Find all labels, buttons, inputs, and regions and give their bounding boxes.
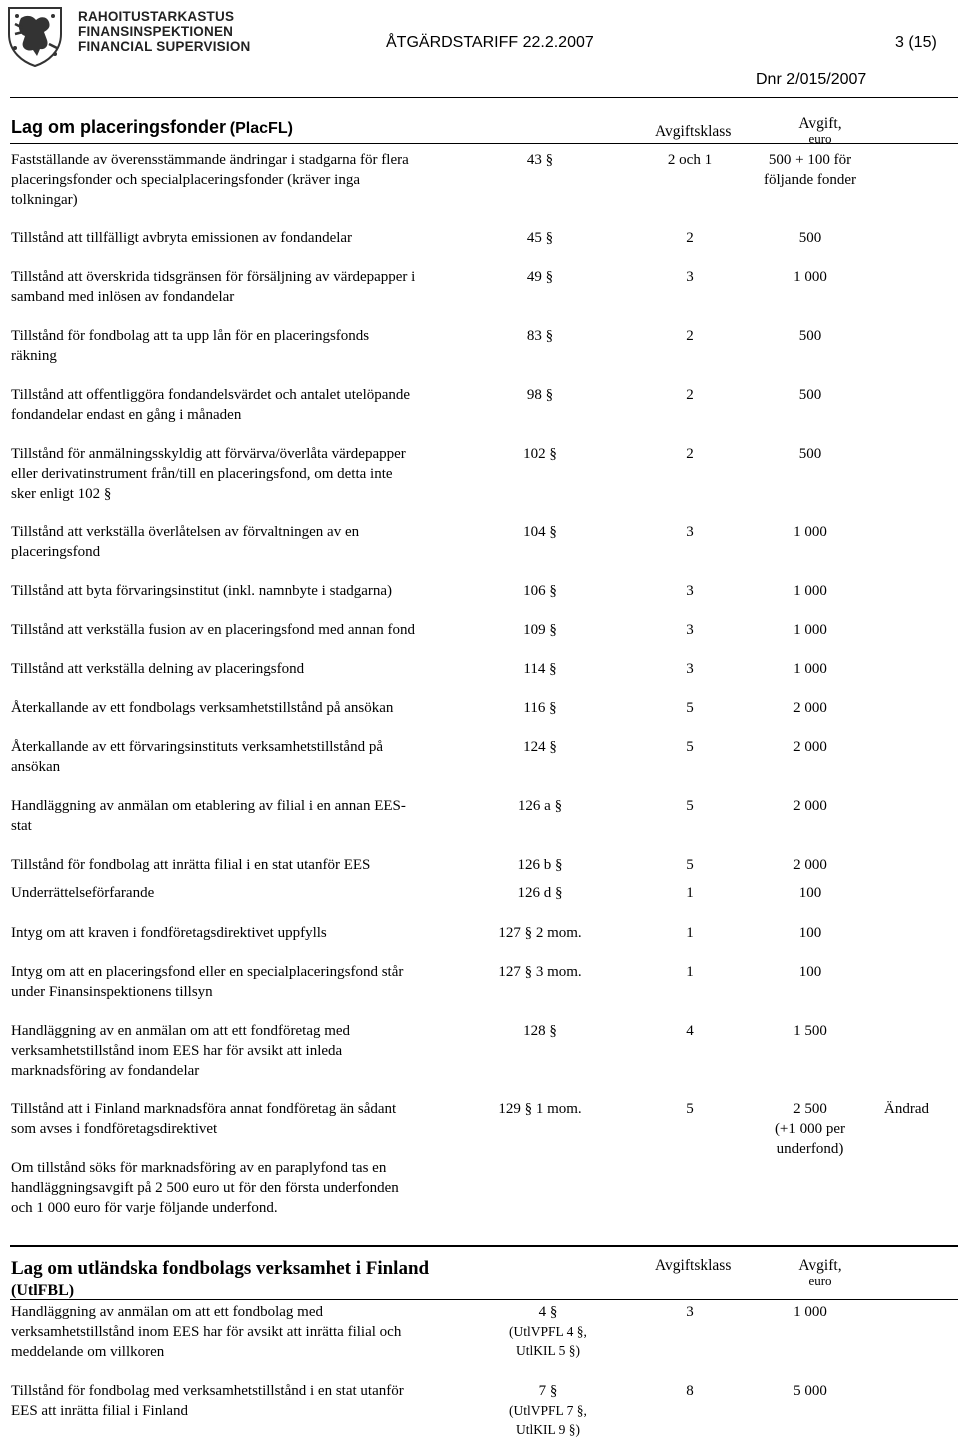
section1-title: Lag om placeringsfonder (11, 117, 227, 137)
ref-line: UtlKIL 9 §) (516, 1422, 580, 1437)
diary-number: Dnr 2/015/2007 (756, 71, 867, 88)
description-line: EES att inrätta filial i Finland (11, 1403, 189, 1419)
description-line: Handläggning av anmälan om etablering av filial i en annan EES- (11, 798, 406, 814)
fee-line: underfond) (776, 1141, 844, 1157)
row-section-ref: 98 § (526, 387, 554, 403)
description-line: Tillstånd för anmälningsskyldig att förvärva/överlåta värdepapper (11, 446, 406, 462)
logo-line-3: FINANCIAL SUPERVISION (78, 39, 251, 54)
section1-col-fee (760, 115, 880, 145)
note-line-3: och 1 000 euro för varje följande underfond. (11, 1200, 278, 1216)
table-row (0, 698, 960, 718)
row-description (11, 581, 491, 601)
row-fee-class: 3 (686, 524, 694, 540)
row-description (11, 385, 491, 425)
row-fee-class: 5 (686, 700, 694, 716)
section2-rule (10, 1299, 958, 1300)
section2-col-fee (760, 1257, 880, 1287)
note-line-2: handläggningsavgift på 2 500 euro ut för den första underfonden (11, 1180, 399, 1196)
description-line: under Finansinspektionens tillsyn (11, 984, 213, 1000)
row-description (11, 1021, 491, 1081)
section2-col-class: Avgiftsklass (655, 1257, 732, 1274)
section2-title: Lag om utländska fondbolags verksamhet i Finland (11, 1258, 430, 1279)
row-fee-class: 3 (686, 622, 694, 638)
row-description (11, 962, 491, 1002)
row-section-ref: 49 § (526, 269, 554, 285)
row-fee (745, 883, 875, 903)
fee-line: 2 000 (793, 700, 827, 716)
row-section-ref: 127 § 3 mom. (498, 964, 582, 980)
description-line: marknadsföring av fondandelar (11, 1063, 200, 1079)
col-fee-unit: euro (808, 1273, 832, 1288)
description-line: fondandelar endast en gång i månaden (11, 407, 242, 423)
table-row (0, 444, 960, 502)
row-section-ref: 116 § (523, 700, 557, 716)
table-row (0, 796, 960, 834)
fee-line: 100 (798, 964, 822, 980)
description-line: tolkningar) (11, 192, 78, 208)
fee-line: 500 (798, 446, 822, 462)
description-line: verksamhetstillstånd inom EES har för avsikt att inleda (11, 1043, 343, 1059)
row-section-ref: 45 § (526, 230, 554, 246)
row-fee-class: 4 (686, 1023, 694, 1039)
page-number: 3 (15) (895, 34, 937, 51)
row-section-ref: 102 § (523, 446, 557, 462)
table-row (0, 581, 960, 601)
fee-line: 500 (798, 328, 822, 344)
row-fee-class: 5 (686, 857, 694, 873)
description-line: Återkallande av ett fondbolags verksamhetstillstånd på ansökan (11, 700, 394, 716)
table-row (0, 923, 960, 943)
ref-line: 4 § (538, 1304, 558, 1320)
row-section-ref: 106 § (523, 583, 557, 599)
row-section-ref: 109 § (523, 622, 557, 638)
row-fee (745, 522, 875, 542)
description-line: Tillstånd för fondbolag att inrätta filial i en stat utanför EES (11, 857, 371, 873)
description-line: Tillstånd att verkställa delning av placeringsfond (11, 661, 305, 677)
row-section-ref: 126 d § (517, 885, 563, 901)
row-fee (745, 698, 875, 718)
row-description (11, 150, 491, 210)
row-fee-class: 1 (686, 925, 694, 941)
row-description (11, 1099, 491, 1139)
document-title: ÅTGÄRDSTARIFF 22.2.2007 (386, 34, 594, 51)
row-fee (745, 1021, 875, 1041)
fee-line: 500 (798, 230, 822, 246)
description-line: sker enligt 102 § (11, 486, 112, 502)
fee-line: 2 000 (793, 739, 827, 755)
row-note: Ändrad (884, 1101, 929, 1117)
table-row (0, 326, 960, 364)
ref-line: UtlKIL 5 §) (516, 1343, 580, 1358)
row-section-ref (478, 1381, 618, 1439)
row-fee: 5 000 (793, 1383, 827, 1399)
description-line: Tillstånd att överskrida tidsgränsen för försäljning av värdepapper i (11, 269, 416, 285)
table-row (0, 228, 960, 248)
description-line: Tillstånd att verkställa fusion av en placeringsfond med annan fond (11, 622, 415, 638)
row-fee-class: 8 (686, 1383, 694, 1399)
row-description (11, 326, 491, 366)
table-row (0, 620, 960, 640)
row-section-ref: 127 § 2 mom. (498, 925, 582, 941)
section2-abbr: (UtlFBL) (11, 1282, 75, 1299)
table-row (0, 385, 960, 423)
fee-line: 1 000 (793, 622, 827, 638)
row-fee-class: 3 (686, 1304, 694, 1320)
row-fee-class: 2 (686, 230, 694, 246)
fee-line: 1 500 (793, 1023, 827, 1039)
description-line: räkning (11, 348, 57, 364)
description-line: Underrättelseförfarande (11, 885, 155, 901)
table-row (0, 855, 960, 875)
description-line: Återkallande av ett förvaringsinstituts verksamhetstillstånd på (11, 739, 383, 755)
row-section-ref: 83 § (526, 328, 554, 344)
description-line: stat (11, 818, 32, 834)
row-fee-class: 5 (686, 798, 694, 814)
row-fee-class: 5 (686, 739, 694, 755)
table-row (0, 1381, 960, 1437)
col-fee-label: Avgift, (798, 115, 842, 132)
fee-line: 500 (798, 387, 822, 403)
row-fee: 1 000 (793, 1304, 827, 1320)
ref-line: (UtlVPFL 4 §, (509, 1324, 587, 1339)
row-description (11, 923, 491, 943)
description-line: Intyg om att en placeringsfond eller en specialplaceringsfond står (11, 964, 404, 980)
description-line: Handläggning av en anmälan om att ett fondföretag med (11, 1023, 351, 1039)
row-section-ref: 124 § (523, 739, 557, 755)
row-fee (745, 659, 875, 679)
row-section-ref: 128 § (523, 1023, 557, 1039)
section1-abbr: (PlacFL) (229, 120, 293, 137)
description-line: placeringsfond (11, 544, 101, 560)
row-description (11, 522, 491, 562)
row-section-ref: 104 § (523, 524, 557, 540)
row-fee-class: 2 (686, 328, 694, 344)
ref-line: 7 § (538, 1383, 558, 1399)
row-fee-class: 2 (686, 387, 694, 403)
row-fee (745, 444, 875, 464)
fee-line: 2 000 (793, 857, 827, 873)
section1-col-class: Avgiftsklass (655, 123, 732, 140)
table-row (0, 1021, 960, 1079)
description-line: Tillstånd att offentliggöra fondandelsvärdet och antalet utelöpande (11, 387, 411, 403)
description-line: meddelande om villkoren (11, 1344, 165, 1360)
table-row (0, 1099, 960, 1157)
fee-line: 500 + 100 för (768, 152, 852, 168)
row-description (11, 444, 491, 504)
row-fee (745, 620, 875, 640)
row-description (11, 620, 491, 640)
fee-line: följande fonder (763, 172, 857, 188)
note-line-1: Om tillstånd söks för marknadsföring av en paraplyfond tas en (11, 1160, 387, 1176)
row-description (11, 883, 491, 903)
table-row (0, 883, 960, 903)
row-fee (745, 855, 875, 875)
row-fee (745, 326, 875, 346)
description-line: eller derivatinstrument från/till en placeringsfond, om detta inte (11, 466, 393, 482)
row-section-ref: 114 § (523, 661, 557, 677)
section1-title-row (11, 117, 293, 138)
row-description (11, 228, 491, 248)
row-fee (745, 923, 875, 943)
row-fee (745, 385, 875, 405)
header-rule (10, 97, 958, 98)
row-description (11, 698, 491, 718)
fee-line: 2 500 (793, 1101, 827, 1117)
table-row (0, 737, 960, 775)
fee-line: 100 (798, 885, 822, 901)
row-fee (745, 1099, 875, 1159)
paraplyfond-note (11, 1158, 399, 1218)
description-line: ansökan (11, 759, 61, 775)
row-description (11, 1381, 491, 1421)
row-section-ref: 126 a § (517, 798, 563, 814)
table-row (0, 962, 960, 1000)
description-line: som avses i fondföretagsdirektivet (11, 1121, 218, 1137)
row-fee-class: 5 (686, 1101, 694, 1117)
row-fee-class: 3 (686, 269, 694, 285)
logo-text (78, 9, 250, 54)
row-fee (745, 150, 875, 190)
col-fee-unit: euro (808, 131, 832, 146)
description-line: Tillstånd för fondbolag med verksamhetstillstånd i en stat utanför (11, 1383, 404, 1399)
table-row (0, 522, 960, 560)
table-row (0, 150, 960, 208)
section1-rule (10, 143, 958, 144)
table-row (0, 267, 960, 305)
description-line: Tillstånd att i Finland marknadsföra annat fondföretag än sådant (11, 1101, 397, 1117)
description-line: placeringsfonder och specialplaceringsfonder (kräver inga (11, 172, 361, 188)
fee-line: 1 000 (793, 524, 827, 540)
col-fee-label: Avgift, (798, 1257, 842, 1274)
row-fee-class: 3 (686, 661, 694, 677)
logo-line-1: RAHOITUSTARKASTUS (78, 9, 235, 24)
description-line: Tillstånd för fondbolag att ta upp lån för en placeringsfonds (11, 328, 370, 344)
row-section-ref: 129 § 1 mom. (498, 1101, 582, 1117)
row-fee-class: 2 (686, 446, 694, 462)
description-line: Intyg om att kraven i fondföretagsdirektivet uppfylls (11, 925, 327, 941)
description-line: Tillstånd att tillfälligt avbryta emissionen av fondandelar (11, 230, 353, 246)
row-fee-class: 2 och 1 (667, 152, 713, 168)
row-description (11, 1302, 491, 1362)
ref-line: (UtlVPFL 7 §, (509, 1403, 587, 1418)
fee-line: (+1 000 per (774, 1121, 846, 1137)
row-fee-class: 3 (686, 583, 694, 599)
row-description (11, 796, 491, 836)
row-section-ref: 43 § (526, 152, 554, 168)
fee-line: 100 (798, 925, 822, 941)
row-section-ref: 126 b § (517, 857, 563, 873)
row-fee-class: 1 (686, 885, 694, 901)
row-section-ref (478, 1302, 618, 1360)
row-fee (745, 796, 875, 816)
row-description (11, 737, 491, 777)
row-fee (745, 737, 875, 757)
table-row (0, 659, 960, 679)
description-line: Fastställande av överensstämmande ändringar i stadgarna för flera (11, 152, 409, 168)
description-line: Tillstånd att verkställa överlåtelsen av förvaltningen av en (11, 524, 360, 540)
row-fee-class: 1 (686, 964, 694, 980)
description-line: verksamhetstillstånd inom EES har för avsikt att inrätta filial och (11, 1324, 402, 1340)
row-description (11, 267, 491, 307)
logo-line-2: FINANSINSPEKTIONEN (78, 24, 234, 39)
table-row (0, 1302, 960, 1360)
description-line: samband med inlösen av fondandelar (11, 289, 235, 305)
section2-top-rule (10, 1245, 958, 1247)
row-fee (745, 267, 875, 287)
row-fee (745, 962, 875, 982)
row-description (11, 855, 491, 875)
fee-line: 1 000 (793, 583, 827, 599)
row-fee (745, 228, 875, 248)
lion-crest-logo (3, 4, 67, 68)
row-description (11, 659, 491, 679)
fee-line: 1 000 (793, 269, 827, 285)
fee-line: 2 000 (793, 798, 827, 814)
description-line: Tillstånd att byta förvaringsinstitut (inkl. namnbyte i stadgarna) (11, 583, 393, 599)
fee-line: 1 000 (793, 661, 827, 677)
description-line: Handläggning av anmälan om att ett fondbolag med (11, 1304, 323, 1320)
row-fee (745, 581, 875, 601)
